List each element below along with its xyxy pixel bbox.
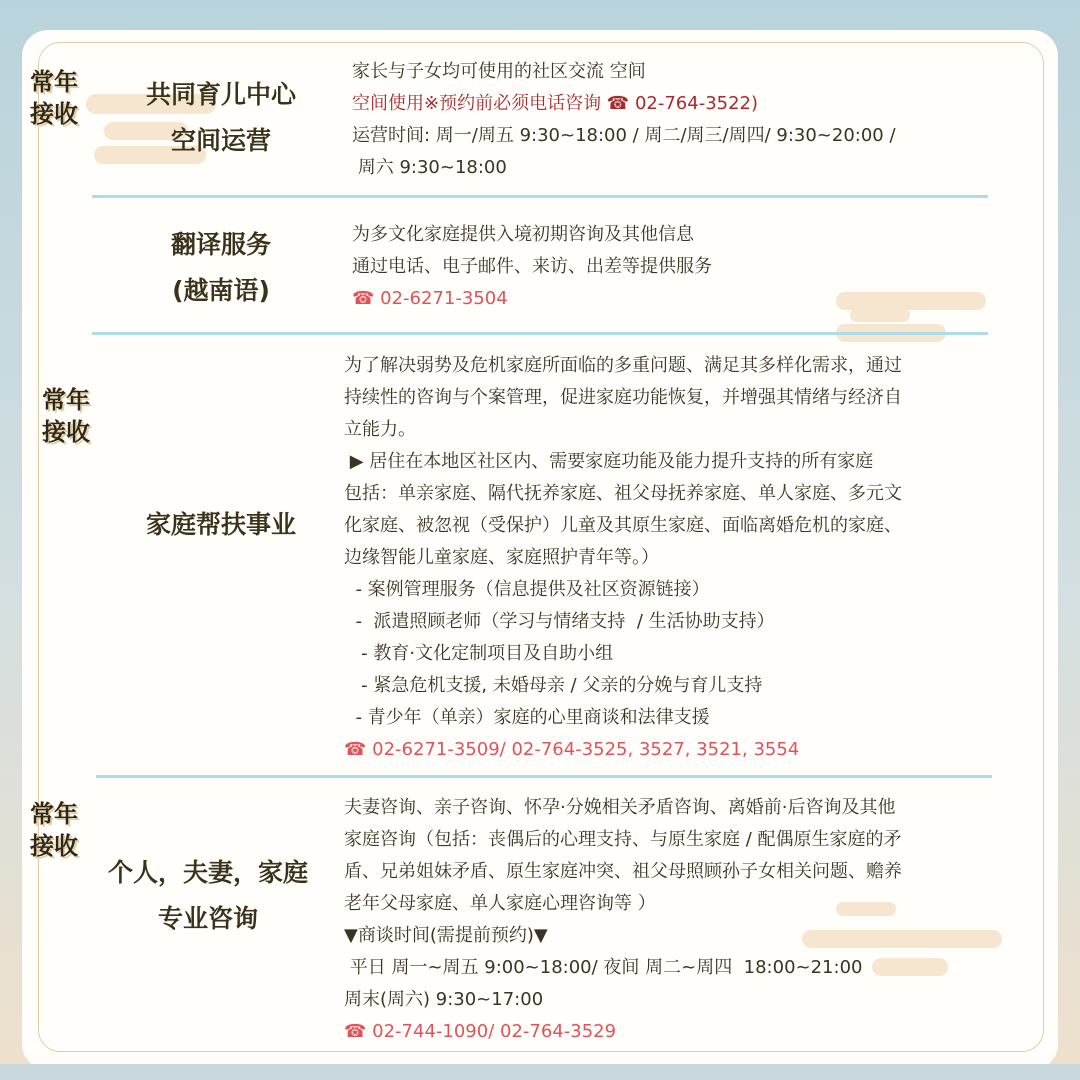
- title-line: 个人，夫妻，家庭: [107, 858, 308, 887]
- service-description-translation: [352, 219, 1032, 315]
- description-line: 周末(周六) 9:30~17:00: [344, 989, 544, 1010]
- tag-line: 常年: [30, 68, 78, 96]
- service-title-translation: [96, 222, 346, 314]
- description-line: 盾、兄弟姐妹矛盾、原生家庭冲突、祖父母照顾孙子女相关问题、赡养: [344, 861, 902, 882]
- description-line: - 紧急危机支援, 未婚母亲 / 父亲的分娩与育儿支持: [344, 675, 763, 696]
- section-divider: [92, 195, 988, 198]
- service-description-family-support: [344, 350, 1034, 766]
- tag-line: 接收: [30, 832, 78, 860]
- description-line: 立能力。: [344, 419, 416, 440]
- section-divider: [92, 332, 988, 335]
- description-line: - 派遣照顾老师（学习与情绪支持 / 生活协助支持）: [344, 611, 775, 632]
- bottom-band: [0, 1064, 1080, 1080]
- phone-line: ☎ 02-6271-3509/ 02-764-3525, 3527, 3521, 3554: [344, 739, 800, 760]
- title-line: 共同育儿中心: [145, 80, 296, 109]
- tag-line: 接收: [42, 418, 90, 446]
- description-line: 运营时间: 周一/周五 9:30~18:00 / 周二/周三/周四/ 9:30~20:00 /: [352, 125, 896, 146]
- description-line: - 案例管理服务（信息提供及社区资源链接）: [344, 579, 710, 600]
- description-line: 平日 周一~周五 9:00~18:00/ 夜间 周二~周四 18:00~21:00: [344, 957, 863, 978]
- year-round-tag: [24, 798, 84, 862]
- description-line: 为多文化家庭提供入境初期咨询及其他信息: [352, 224, 694, 245]
- year-round-tag: [36, 384, 96, 448]
- service-title-family-support: [96, 502, 346, 548]
- title-line: 家庭帮扶事业: [145, 510, 296, 539]
- phone-line: ☎ 02-744-1090/ 02-764-3529: [344, 1021, 617, 1042]
- phone-line: ☎ 02-6271-3504: [352, 288, 508, 309]
- description-line: ▶ 居住在本地区社区内、需要家庭功能及能力提升支持的所有家庭: [344, 451, 874, 472]
- description-line: 通过电话、电子邮件、来访、出差等提供服务: [352, 256, 712, 277]
- title-line: 空间运营: [170, 126, 271, 155]
- description-line: 夫妻咨询、亲子咨询、怀孕·分娩相关矛盾咨询、离婚前·后咨询及其他: [344, 797, 896, 818]
- description-line: ▼商谈时间(需提前预约)▼: [344, 925, 548, 946]
- service-description-counseling: [344, 792, 1034, 1048]
- description-line: 持续性的咨询与个案管理，促进家庭功能恢复，并增强其情绪与经济自: [344, 387, 902, 408]
- description-line: 边缘智能儿童家庭、家庭照护青年等。）: [344, 547, 659, 568]
- description-line: 化家庭、被忽视（受保护）儿童及其原生家庭、面临离婚危机的家庭、: [344, 515, 902, 536]
- service-title-parenting-center: [96, 72, 346, 164]
- description-line: 包括：单亲家庭、隔代抚养家庭、祖父母抚养家庭、单人家庭、多元文: [344, 483, 902, 504]
- title-line: 专业咨询: [157, 904, 258, 933]
- tag-line: 常年: [30, 800, 78, 828]
- tag-line: 常年: [42, 386, 90, 414]
- description-line: 家长与子女均可使用的社区交流 空间: [352, 61, 646, 82]
- title-line: 翻译服务: [170, 230, 271, 259]
- description-line: 家庭咨询（包括：丧偶后的心理支持、与原生家庭 / 配偶原生家庭的矛: [344, 829, 902, 850]
- year-round-tag: [24, 66, 84, 130]
- description-line: 为了解决弱势及危机家庭所面临的多重问题、满足其多样化需求，通过: [344, 355, 902, 376]
- description-line: 周六 9:30~18:00: [352, 157, 507, 178]
- description-line: - 青少年（单亲）家庭的心里商谈和法律支援: [344, 707, 710, 728]
- phone-line: 空间使用※预约前必须电话咨询 ☎ 02-764-3522): [352, 93, 759, 114]
- description-line: - 教育·文化定制项目及自助小组: [344, 643, 614, 664]
- section-divider: [96, 775, 992, 778]
- tag-line: 接收: [30, 100, 78, 128]
- title-line: (越南语): [172, 276, 270, 305]
- service-description-parenting-center: [352, 56, 1032, 184]
- description-line: 老年父母家庭、单人家庭心理咨询等 ）: [344, 893, 656, 914]
- service-title-counseling: [86, 850, 330, 942]
